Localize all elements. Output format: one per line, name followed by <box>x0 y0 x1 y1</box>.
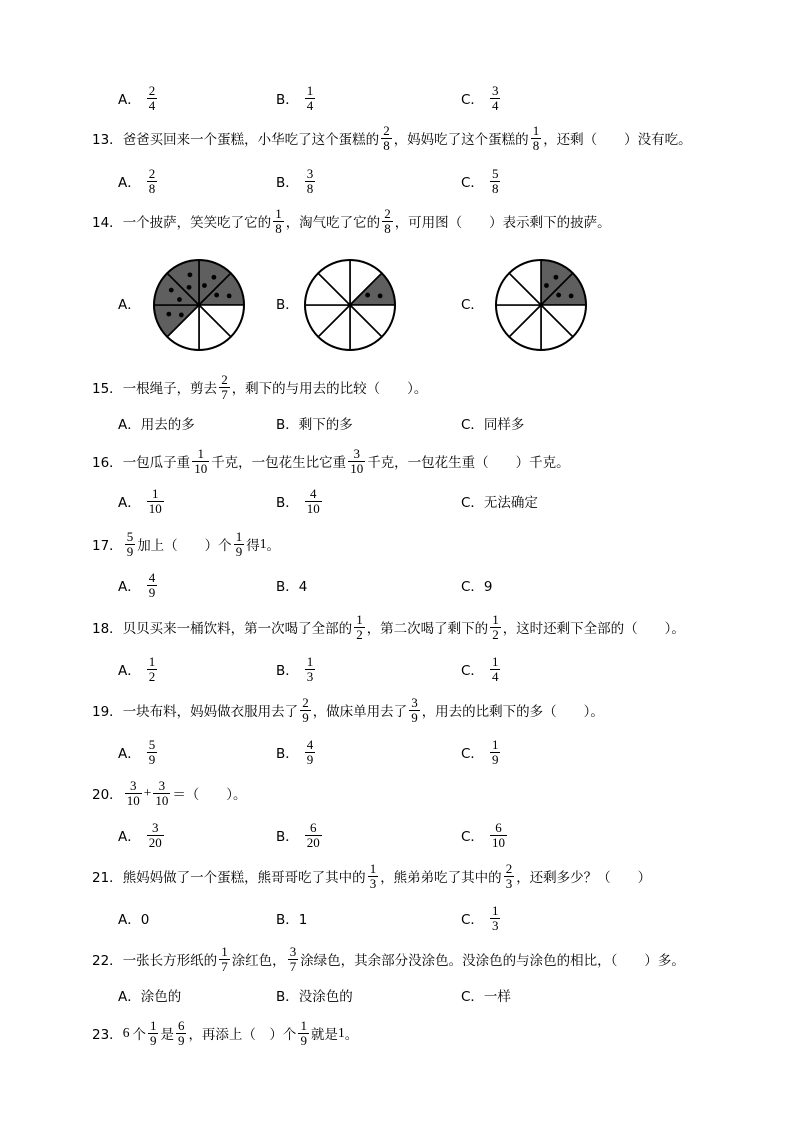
q14-option-c-label[interactable]: C． <box>461 297 484 313</box>
q12-options <box>0 78 794 118</box>
q19-option-c[interactable]: C． $\frac{1}{9}$ <box>461 736 499 767</box>
q22-options <box>0 975 794 1015</box>
q14-stem: 14． 一个披萨，笑笑吃了它的 $\frac{1}{8}$ ，淘气吃了它的 $\frac{2}{8}$ ，可用图（ ）表示剩下的披萨。 <box>92 205 611 236</box>
q20-option-c[interactable]: C． $\frac{6}{10}$ <box>461 819 505 850</box>
fraction: $\frac{1}{8}$ <box>275 205 282 236</box>
q15-option-c[interactable]: C．同样多 <box>461 417 525 433</box>
pie-dot <box>169 288 174 293</box>
q14-pie-options <box>0 255 794 355</box>
pie-dot <box>227 294 232 299</box>
q22-option-a[interactable]: A．涂色的 <box>118 989 182 1005</box>
q21-option-c[interactable]: C． $\frac{1}{3}$ <box>461 902 499 933</box>
q18-option-c[interactable]: C． $\frac{1}{4}$ <box>461 653 499 684</box>
q18-option-a[interactable]: A． $\frac{1}{2}$ <box>118 653 156 684</box>
fraction: $\frac{1}{10}$ <box>194 445 208 476</box>
fraction: $\frac{6}{9}$ <box>177 1017 185 1048</box>
q12-option-c[interactable]: C． $\frac{3}{4}$ <box>461 82 499 113</box>
q17-options <box>0 565 794 605</box>
q19-option-a[interactable]: A． $\frac{5}{9}$ <box>118 736 156 767</box>
fraction: $\frac{3}{10}$ <box>350 445 364 476</box>
q20-stem: 20． $\frac{3}{10}$ + $\frac{3}{10}$ ＝（ ）。 <box>92 777 247 808</box>
q16-option-a[interactable]: A． $\frac{1}{10}$ <box>118 485 162 516</box>
fraction: $\frac{3}{10}$ <box>155 777 169 808</box>
pie-dot <box>556 293 561 298</box>
fraction: $\frac{3}{4}$ <box>491 82 499 113</box>
fraction: $\frac{1}{9}$ <box>491 736 499 767</box>
q13-option-a[interactable]: A． $\frac{2}{8}$ <box>118 165 156 196</box>
fraction: $\frac{5}{9}$ <box>126 528 134 559</box>
fraction: $\frac{2}{3}$ <box>505 860 513 891</box>
fraction: $\frac{1}{2}$ <box>492 611 499 642</box>
fraction: $\frac{2}{7}$ <box>221 371 228 402</box>
fraction: $\frac{1}{9}$ <box>235 528 243 559</box>
fraction: $\frac{1}{3}$ <box>369 860 377 891</box>
q14-option-a-label[interactable]: A． <box>118 297 141 313</box>
q15-option-a[interactable]: A．用去的多 <box>118 417 195 433</box>
q15-option-b[interactable]: B．剩下的多 <box>276 417 353 433</box>
pie-dot <box>544 283 549 288</box>
q16-stem: 16． 一包瓜子重 $\frac{1}{10}$ 千克，一包花生比它重 $\frac{3}{10}$ 千克，一包花生重（ ）千克。 <box>92 445 570 476</box>
q12-option-b[interactable]: B． $\frac{1}{4}$ <box>276 82 314 113</box>
q20-option-a[interactable]: A． $\frac{3}{20}$ <box>118 819 162 850</box>
fraction: $\frac{4}{9}$ <box>306 736 314 767</box>
pie-dot <box>202 283 207 288</box>
q21-option-a[interactable]: A．0 <box>118 912 150 928</box>
pie-dot <box>211 275 216 280</box>
fraction: $\frac{2}{8}$ <box>384 205 391 236</box>
q15-options <box>0 403 794 443</box>
fraction: $\frac{4}{10}$ <box>306 485 320 516</box>
fraction: $\frac{1}{10}$ <box>148 485 162 516</box>
fraction: $\frac{3}{10}$ <box>126 777 140 808</box>
fraction: $\frac{1}{7}$ <box>221 943 228 974</box>
fraction: $\frac{3}{20}$ <box>148 819 162 850</box>
q18-option-b[interactable]: B． $\frac{1}{3}$ <box>276 653 314 684</box>
pie-dot <box>214 293 219 298</box>
fraction: $\frac{6}{20}$ <box>306 819 320 850</box>
q13-option-b[interactable]: B． $\frac{3}{8}$ <box>276 165 314 196</box>
fraction: $\frac{2}{9}$ <box>302 694 309 725</box>
q16-options <box>0 481 794 521</box>
q18-stem: 18． 贝贝买来一桶饮料，第一次喝了全部的 $\frac{1}{2}$ ，第二次喝了剩下的 $\frac{1}{2}$ ，这时还剩下全部的（ ）。 <box>92 611 685 642</box>
pie-dot <box>187 285 192 290</box>
fraction: $\frac{1}{3}$ <box>306 653 314 684</box>
q15-stem: 15． 一根绳子，剪去 $\frac{2}{7}$ ，剩下的与用去的比较（ ）。 <box>92 371 428 402</box>
fraction: $\frac{4}{9}$ <box>148 569 156 600</box>
pie-chart-c[interactable] <box>493 257 589 353</box>
pie-dot <box>166 312 171 317</box>
q17-option-b[interactable]: B．4 <box>276 579 308 595</box>
q17-option-a[interactable]: A． $\frac{4}{9}$ <box>118 569 156 600</box>
q22-option-c[interactable]: C．一样 <box>461 989 511 1005</box>
pie-dot <box>365 293 370 298</box>
q12-option-a[interactable]: A． $\frac{2}{4}$ <box>118 82 156 113</box>
fraction: $\frac{3}{7}$ <box>289 943 297 974</box>
fraction: $\frac{1}{8}$ <box>532 122 540 153</box>
q21-options <box>0 898 794 938</box>
fraction: $\frac{1}{3}$ <box>491 902 499 933</box>
q17-stem: 17． $\frac{5}{9}$ 加上（ ）个 $\frac{1}{9}$ 得 1 。 <box>92 528 280 559</box>
fraction: $\frac{1}{4}$ <box>491 653 499 684</box>
fraction: $\frac{5}{9}$ <box>148 736 156 767</box>
q20-options <box>0 815 794 855</box>
q22-stem: 22． 一张长方形纸的 $\frac{1}{7}$ 涂红色， $\frac{3}{7}$ 涂绿色，其余部分没涂色。没涂色的与涂色的相比，（ ）多。 <box>92 943 685 974</box>
q14-option-b-label[interactable]: B． <box>276 297 299 313</box>
fraction: $\frac{2}{8}$ <box>383 122 390 153</box>
q21-option-b[interactable]: B．1 <box>276 912 308 928</box>
fraction: $\frac{1}{4}$ <box>306 82 314 113</box>
q17-option-c[interactable]: C．9 <box>461 579 493 595</box>
pie-dot <box>179 313 184 318</box>
q20-option-b[interactable]: B． $\frac{6}{20}$ <box>276 819 320 850</box>
q21-stem: 21． 熊妈妈做了一个蛋糕，熊哥哥吃了其中的 $\frac{1}{3}$ ，熊弟弟吃了其中的 $\frac{2}{3}$ ，还剩多少？（ ） <box>92 860 652 891</box>
pie-dot <box>188 272 193 277</box>
q23-stem: 23． 6 个 $\frac{1}{9}$ 是 $\frac{6}{9}$ ，再添上（ ）个 $\frac{1}{9}$ 就是 1 。 <box>92 1017 359 1048</box>
fraction: $\frac{3}{9}$ <box>411 694 418 725</box>
q19-stem: 19． 一块布料，妈妈做衣服用去了 $\frac{2}{9}$ ，做床单用去了 $\frac{3}{9}$ ，用去的比剩下的多（ ）。 <box>92 694 604 725</box>
q16-option-b[interactable]: B． $\frac{4}{10}$ <box>276 485 320 516</box>
q13-stem: 13． 爸爸买回来一个蛋糕，小华吃了这个蛋糕的 $\frac{2}{8}$ ，妈妈吃了这个蛋糕的 $\frac{1}{8}$ ，还剩（ ）没有吃。 <box>92 122 692 153</box>
fraction: $\frac{5}{8}$ <box>491 165 499 196</box>
q13-options <box>0 161 794 201</box>
pie-chart-b[interactable] <box>302 257 398 353</box>
fraction: $\frac{1}{9}$ <box>149 1017 157 1048</box>
pie-chart-a[interactable] <box>151 257 247 353</box>
fraction: $\frac{2}{4}$ <box>148 82 156 113</box>
fraction: $\frac{2}{8}$ <box>148 165 156 196</box>
pie-dot <box>553 275 558 280</box>
fraction: $\frac{1}{2}$ <box>148 653 156 684</box>
q13-option-c[interactable]: C． $\frac{5}{8}$ <box>461 165 499 196</box>
pie-dot <box>177 297 182 302</box>
pie-dot <box>569 294 574 299</box>
fraction: $\frac{1}{2}$ <box>356 611 363 642</box>
q19-options <box>0 732 794 772</box>
q18-options <box>0 649 794 689</box>
q16-option-c[interactable]: C．无法确定 <box>461 495 538 511</box>
pie-dot <box>378 294 383 299</box>
fraction: $\frac{3}{8}$ <box>306 165 314 196</box>
fraction: $\frac{6}{10}$ <box>491 819 505 850</box>
fraction: $\frac{1}{9}$ <box>300 1017 307 1048</box>
q19-option-b[interactable]: B． $\frac{4}{9}$ <box>276 736 314 767</box>
q22-option-b[interactable]: B．没涂色的 <box>276 989 353 1005</box>
